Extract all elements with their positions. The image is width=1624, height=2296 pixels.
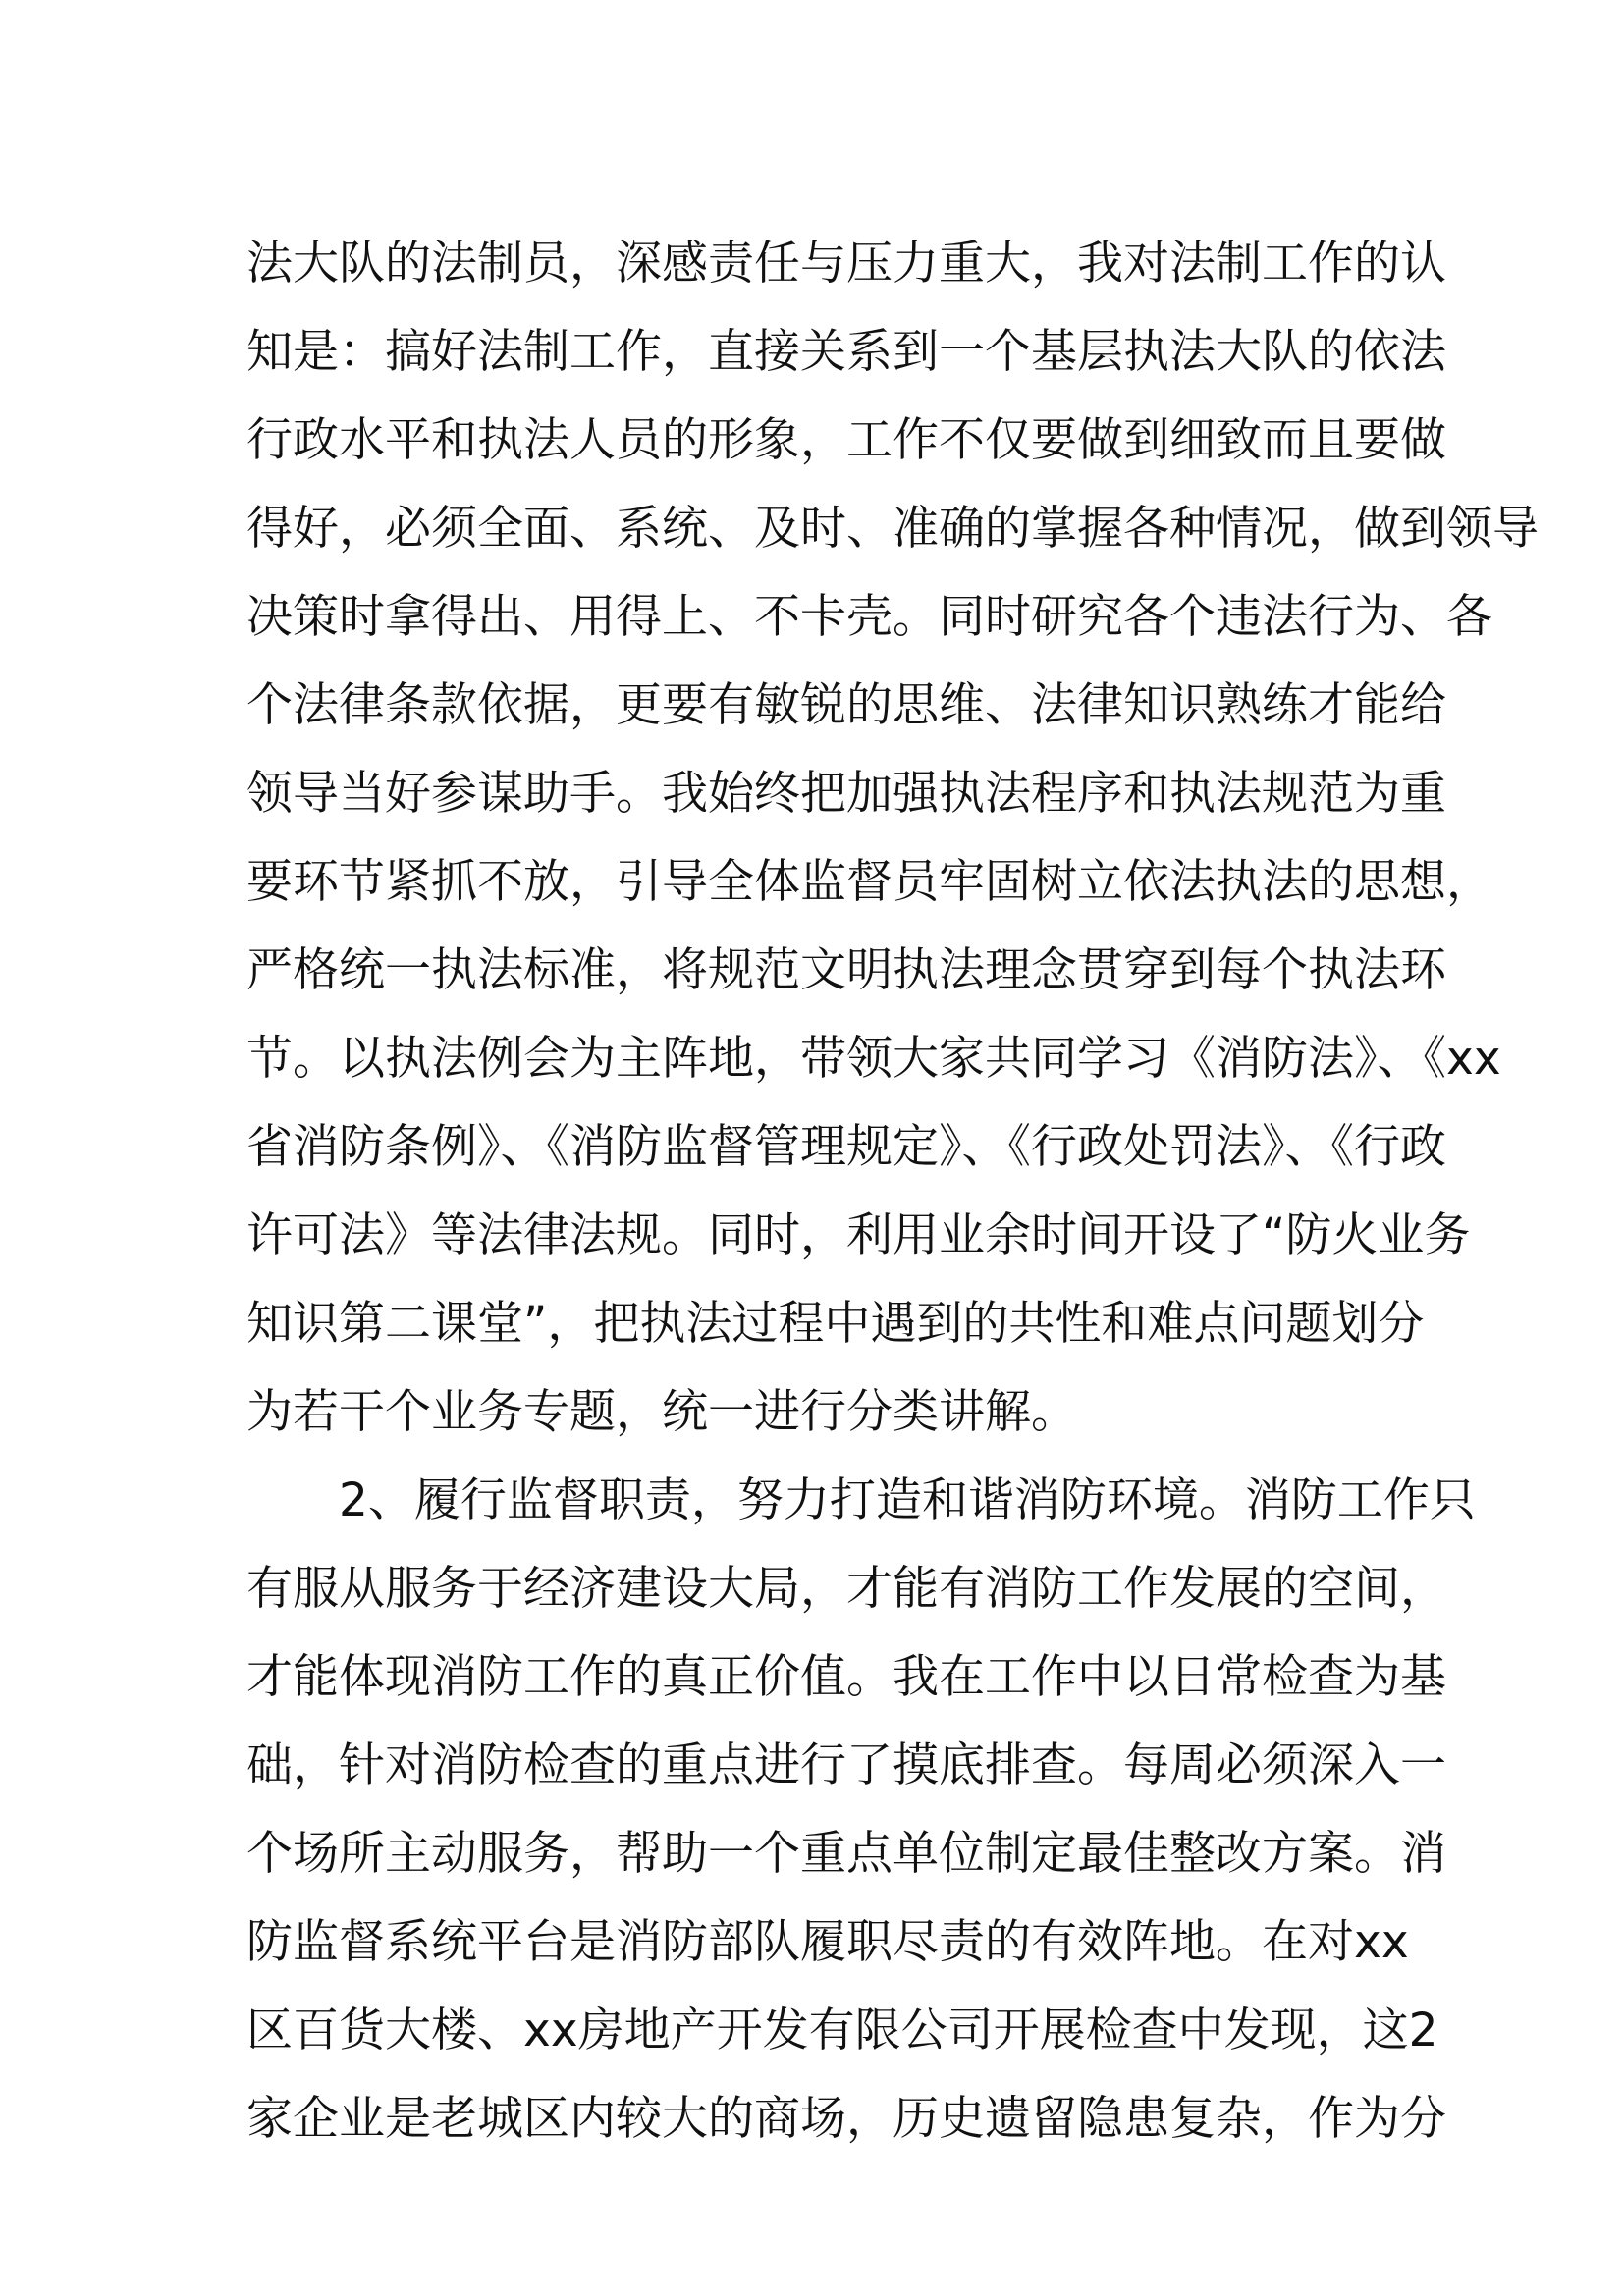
text-line: 省消防条例》、《消防监督管理规定》、《行政处罚法》、《行政: [246, 1120, 1446, 1174]
text-line: 得好，必须全面、系统、及时、准确的掌握各种情况，做到领导: [246, 502, 1539, 556]
paragraph-start-line: 2、履行监督职责，努力打造和谐消防环境。消防工作只: [339, 1473, 1476, 1527]
text-line: 知识第二课堂”，把执法过程中遇到的共性和难点问题划分: [246, 1297, 1425, 1351]
text-line: 严格统一执法标准，将规范文明执法理念贯穿到每个执法环: [246, 943, 1446, 997]
text-line: 法大队的法制员，深感责任与压力重大，我对法制工作的认: [246, 237, 1446, 291]
text-line: 个法律条款依据，更要有敏锐的思维、法律知识熟练才能给: [246, 678, 1446, 732]
text-line: 为若干个业务专题，统一进行分类讲解。: [246, 1385, 1077, 1439]
text-line: 节。以执法例会为主阵地，带领大家共同学习《消防法》、《xx: [246, 1032, 1501, 1086]
text-line: 许可法》等法律法规。同时，利用业余时间开设了“防火业务: [246, 1208, 1471, 1262]
text-line: 知是：搞好法制工作，直接关系到一个基层执法大队的依法: [246, 325, 1446, 379]
text-line: 才能体现消防工作的真正价值。我在工作中以日常检查为基: [246, 1650, 1446, 1704]
text-line: 个场所主动服务，帮助一个重点单位制定最佳整改方案。消: [246, 1827, 1446, 1881]
text-line: 家企业是老城区内较大的商场，历史遗留隐患复杂，作为分: [246, 2092, 1446, 2146]
text-line: 有服从服务于经济建设大局，才能有消防工作发展的空间，: [246, 1562, 1446, 1616]
text-line: 决策时拿得出、用得上、不卡壳。同时研究各个违法行为、各: [246, 590, 1492, 644]
text-line: 防监督系统平台是消防部队履职尽责的有效阵地。在对xx: [246, 1915, 1409, 1969]
document-body: [246, 220, 1539, 2163]
text-line: 础，针对消防检查的重点进行了摸底排查。每周必须深入一: [246, 1738, 1446, 1792]
text-line: 领导当好参谋助手。我始终把加强执法程序和执法规范为重: [246, 767, 1446, 821]
text-line: 行政水平和执法人员的形象，工作不仅要做到细致而且要做: [246, 413, 1446, 467]
text-line: 要环节紧抓不放，引导全体监督员牢固树立依法执法的思想，: [246, 855, 1492, 909]
text-line: 区百货大楼、xx房地产开发有限公司开展检查中发现，这2: [246, 2003, 1438, 2057]
